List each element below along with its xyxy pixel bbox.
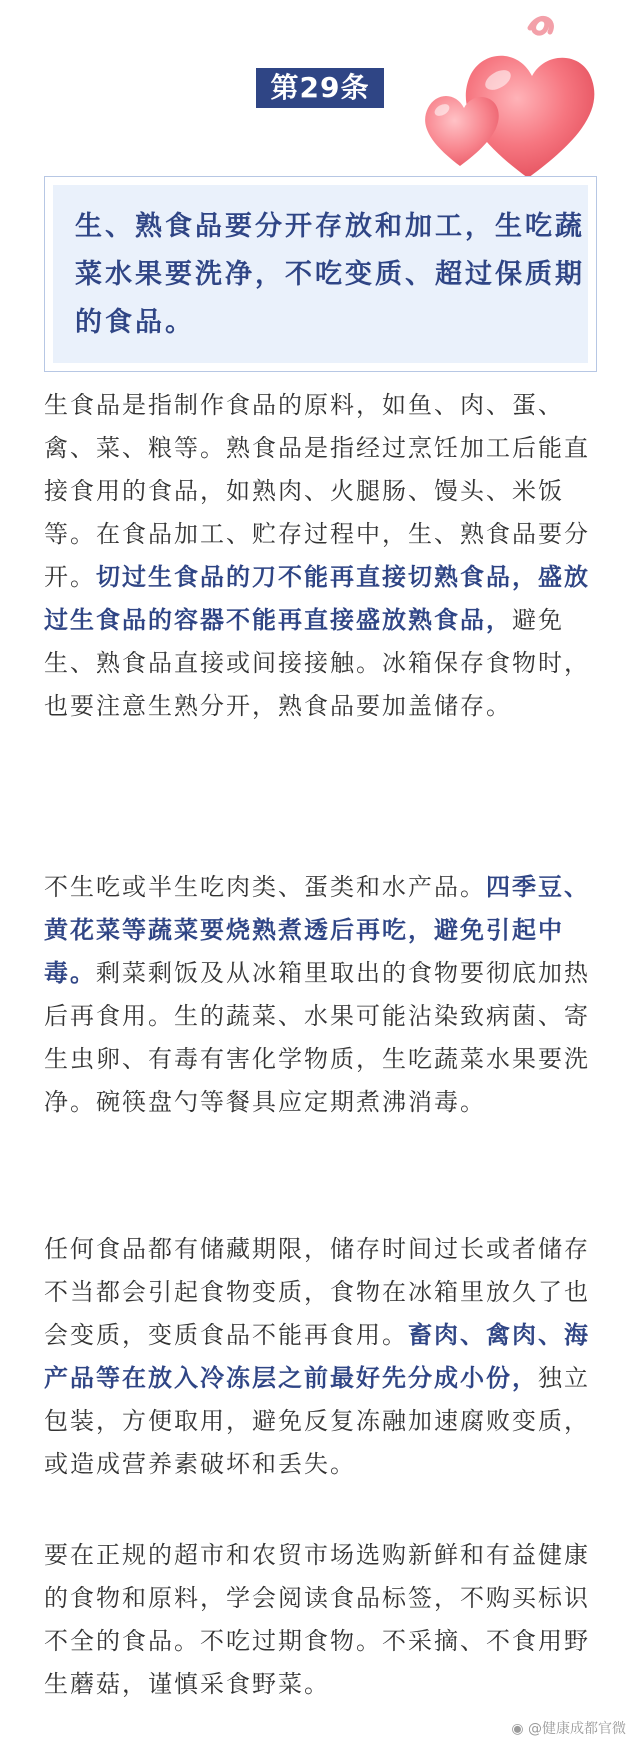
paragraph-text: 剩菜剩饭及从冰箱里取出的食物要彻底加热后再食用。生的蔬菜、水果可能沾染致病菌、寄生虫卵、有毒有害化学物质，生吃蔬菜水果要洗净。碗筷盘勺等餐具应定期煮沸消毒。 [44, 959, 590, 1116]
paragraph-highlight: 畜肉、禽肉、海产品等在放入冷冻层之前最好先分成小份， [44, 1321, 590, 1392]
paragraph-text: 独立包装，方便取用，避免反复冻融加速腐败变质，或造成营养素破坏和丢失。 [44, 1364, 590, 1478]
summary-text: 生、熟食品要分开存放和加工，生吃蔬菜水果要洗净，不吃变质、超过保质期的食品。 [75, 211, 585, 338]
paragraph-3 [44, 1228, 596, 1486]
paragraph-1 [44, 384, 596, 728]
paragraph-text: 避免生、熟食品直接或间接接触。冰箱保存食物时，也要注意生熟分开，熟食品要加盖储存。 [44, 606, 590, 720]
summary-box [44, 176, 597, 372]
watermark [511, 1718, 626, 1738]
paragraph-4 [44, 1534, 596, 1706]
paragraph-highlight: 四季豆、黄花菜等蔬菜要烧熟煮透后再吃，避免引起中毒。 [44, 873, 590, 987]
hearts-decoration [400, 6, 630, 196]
paragraph-text: 要在正规的超市和农贸市场选购新鲜和有益健康的食物和原料，学会阅读食品标签，不购买标识不全的食品。不吃过期食物。不采摘、不食用野生蘑菇，谨慎采食野菜。 [44, 1541, 590, 1698]
watermark-text: @健康成都官微 [528, 1721, 626, 1737]
article-number-title: 第29条 [256, 68, 384, 108]
paragraph-text: 不生吃或半生吃肉类、蛋类和水产品。 [44, 873, 486, 901]
heart-icon [425, 96, 499, 166]
paragraph-text: 任何食品都有储藏期限，储存时间过长或者储存不当都会引起食物变质，食物在冰箱里放久了也会变质，变质食品不能再食用。 [44, 1235, 590, 1349]
paragraph-text: 生食品是指制作食品的原料，如鱼、肉、蛋、禽、菜、粮等。熟食品是指经过烹饪加工后能直接食用的食品，如熟肉、火腿肠、馒头、米饭等。在食品加工、贮存过程中，生、熟食品要分开。 [44, 391, 590, 591]
summary-background [53, 185, 588, 363]
paragraph-2 [44, 866, 596, 1124]
weibo-icon: ◉ [511, 1721, 524, 1737]
paragraph-highlight: 切过生食品的刀不能再直接切熟食品，盛放过生食品的容器不能再直接盛放熟食品， [44, 563, 590, 634]
